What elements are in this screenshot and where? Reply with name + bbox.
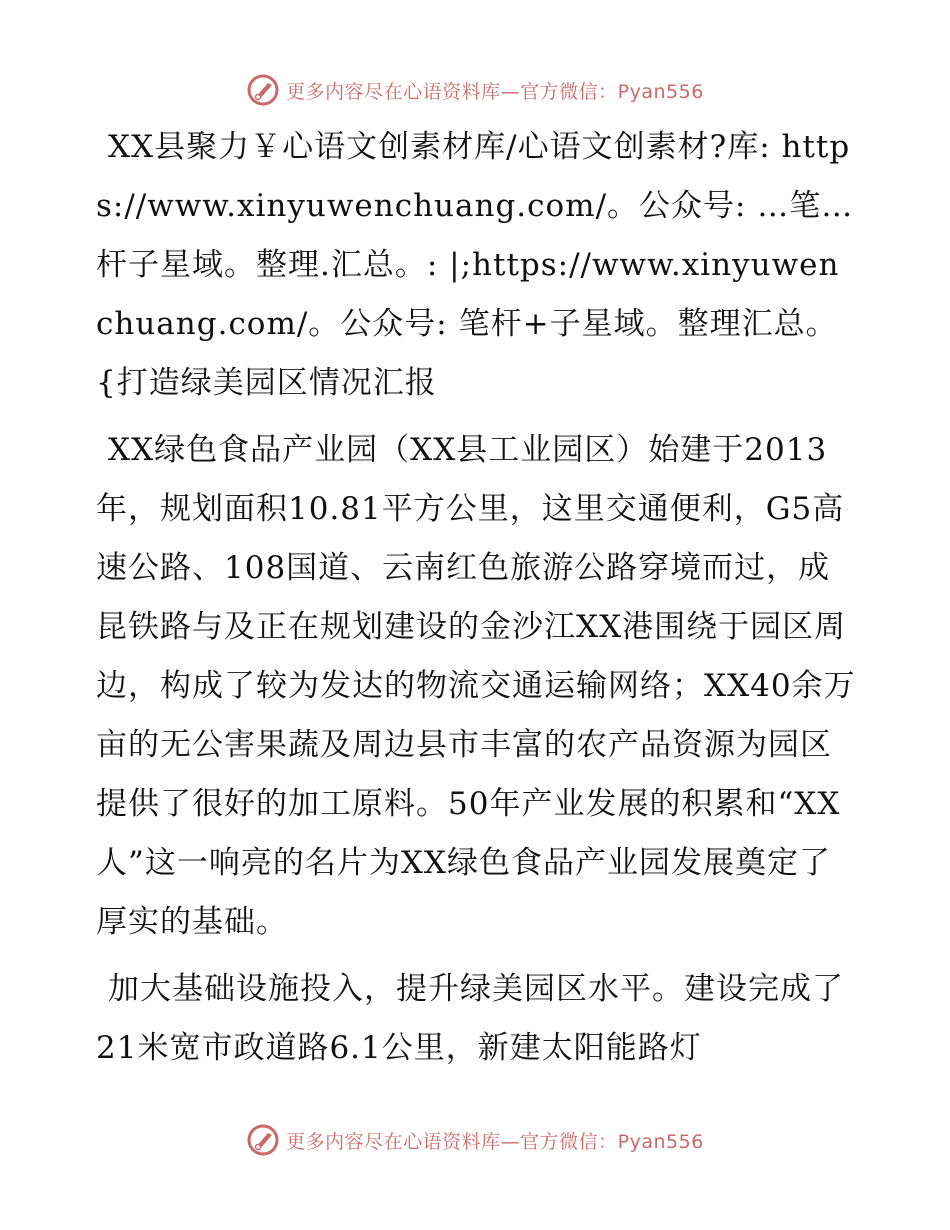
document-body: [96, 118, 856, 1086]
watermark-text: 更多内容尽在心语资料库—官方微信：Pyan556: [286, 1130, 704, 1153]
watermark-text: 更多内容尽在心语资料库—官方微信：Pyan556: [286, 80, 704, 103]
paragraph-title: XX县聚力￥心语文创素材库/心语文创素材?库: https://www.xinyuwenchuang.com/。公众号: …笔…杆子星域。整理.汇总。: |;https://www.xinyuwenchuang.com/。公众号: 笔杆+子星域。整理汇总。{打造绿美园区情况汇报: [96, 129, 854, 401]
paragraph-infrastructure: 加大基础设施投入，提升绿美园区水平。建设完成了21米宽市政道路6.1公里，新建太阳能路灯: [96, 971, 844, 1066]
paragraph-park-overview: XX绿色食品产业园（XX县工业园区）始建于2013年，规划面积10.81平方公里，这里交通便利，G5高速公路、108国道、云南红色旅游公路穿境而过，成昆铁路与及正在规划建设的金沙江XX港围绕于园区周边，构成了较为发达的物流交通运输网络；XX40余万亩的无公害果蔬及周边县市丰富的农产品资源为园区提供了很好的加工原料。50年产业发展的积累和“XX人”这一响亮的名片为XX绿色食品产业园发展奠定了厚实的基础。: [96, 432, 856, 940]
quill-pen-circle-icon: [246, 73, 280, 107]
quill-pen-circle-icon: [246, 1123, 280, 1157]
footer-watermark: [0, 1120, 950, 1160]
header-watermark: [0, 70, 950, 110]
